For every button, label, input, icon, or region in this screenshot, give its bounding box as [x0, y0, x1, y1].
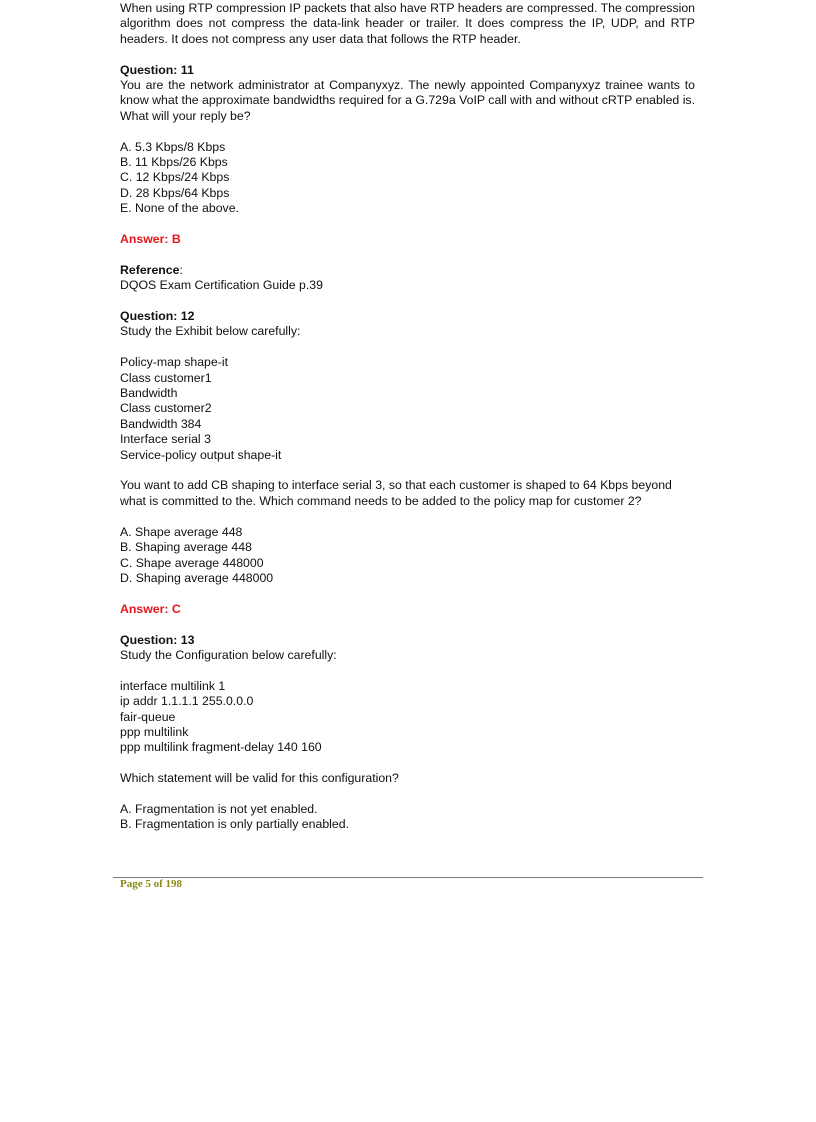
question-12-exhibit: [120, 355, 695, 463]
config-line: fair-queue: [120, 709, 176, 724]
option-a: A. Fragmentation is not yet enabled.: [120, 801, 318, 816]
exhibit-line: Service-policy output shape-it: [120, 447, 282, 462]
question-13-text: Which statement will be valid for this configuration?: [120, 771, 399, 786]
question-13-config: [120, 679, 695, 756]
option-b: B. Shaping average 448: [120, 540, 252, 555]
question-13-intro: Study the Configuration below carefully:: [120, 647, 337, 662]
config-line: ip addr 1.1.1.1 255.0.0.0: [120, 694, 254, 709]
reference-text: DQOS Exam Certification Guide p.39: [120, 278, 323, 293]
option-c: C. 12 Kbps/24 Kbps: [120, 170, 230, 185]
config-line: ppp multilink: [120, 724, 189, 739]
question-11-answer: Answer: B: [120, 232, 181, 247]
footer-divider: [113, 877, 703, 878]
reference-label: Reference: [120, 262, 180, 277]
exhibit-line: Bandwidth 384: [120, 416, 202, 431]
reference-heading: [120, 263, 695, 278]
option-d: D. Shaping average 448000: [120, 570, 274, 585]
question-11-title: Question: 11: [120, 62, 194, 77]
exhibit-line: Policy-map shape-it: [120, 355, 228, 370]
config-line: ppp multilink fragment-delay 140 160: [120, 740, 322, 755]
question-12-answer: Answer: C: [120, 601, 181, 616]
question-11-options: [120, 140, 695, 217]
option-a: A. Shape average 448: [120, 524, 243, 539]
exhibit-line: Bandwidth: [120, 386, 178, 401]
question-13-options: [120, 802, 695, 833]
document-body: [120, 1, 695, 833]
question-13-title: Question: 13: [120, 632, 195, 647]
question-12-title: Question: 12: [120, 309, 195, 324]
question-11-text: You are the network administrator at Companyxyz. The newly appointed Companyxyz trainee wants to know what the approximate bandwidths required for a G.729a VoIP call with and without cRTP enabled is. What will your reply be?: [120, 78, 695, 123]
reference-colon: :: [179, 262, 183, 277]
question-12-intro: Study the Exhibit below carefully:: [120, 324, 301, 339]
intro-paragraph: When using RTP compression IP packets that also have RTP headers are compressed. The compression algorithm does not compress the data-link header or trailer. It does compress the IP, UDP, and RTP headers. It does not compress any user data that follows the RTP header.: [120, 1, 695, 46]
page-number: Page 5 of 198: [120, 878, 183, 890]
option-b: B. Fragmentation is only partially enabled.: [120, 817, 349, 832]
option-d: D. 28 Kbps/64 Kbps: [120, 185, 230, 200]
config-line: interface multilink 1: [120, 678, 226, 693]
exhibit-line: Class customer2: [120, 401, 212, 416]
option-b: B. 11 Kbps/26 Kbps: [120, 155, 228, 170]
exhibit-line: Interface serial 3: [120, 432, 211, 447]
exhibit-line: Class customer1: [120, 370, 212, 385]
question-12-options: [120, 525, 695, 587]
option-e: E. None of the above.: [120, 201, 239, 216]
option-a: A. 5.3 Kbps/8 Kbps: [120, 139, 226, 154]
question-12-text: You want to add CB shaping to interface serial 3, so that each customer is shaped to 64 Kbps beyond what is committed to the. Which command needs to be added to the policy map for customer 2?: [120, 478, 672, 508]
option-c: C. Shape average 448000: [120, 555, 264, 570]
